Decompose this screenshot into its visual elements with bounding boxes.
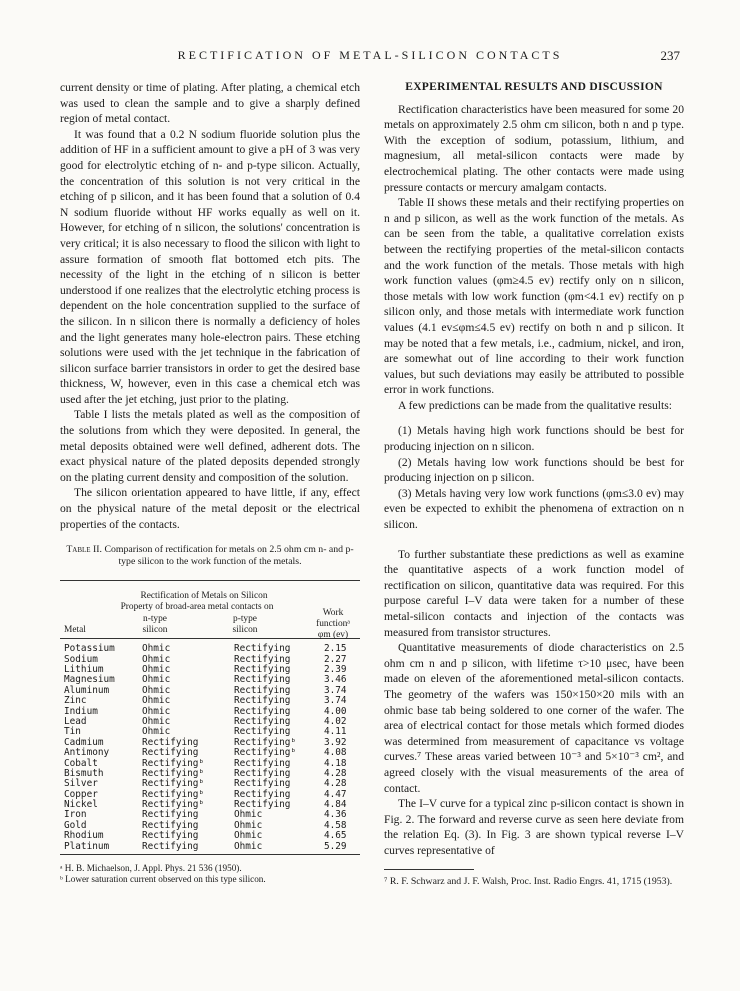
prediction-item: (1) Metals having high work functions should be best for producing injection on n silicon. xyxy=(384,424,684,454)
cell-metal: Iron xyxy=(64,809,87,821)
cell-work-function: 4.58 xyxy=(324,819,347,831)
table-row xyxy=(60,820,360,830)
cell-metal: Tin xyxy=(64,726,81,738)
table-subheader: Property of broad-area metal contacts on xyxy=(120,602,274,613)
cell-p-type: Rectifying xyxy=(234,674,291,686)
rectification-table xyxy=(60,580,360,855)
cell-n-type: Rectifying xyxy=(142,747,199,759)
page-number: 237 xyxy=(660,48,680,63)
table-header xyxy=(60,581,360,639)
cell-p-type: Rectifying xyxy=(234,757,291,769)
paragraph: The silicon orientation appeared to have little, if any, effect on the physical nature of the metal deposit or the electrical properties of the contacts. xyxy=(60,486,360,531)
cell-p-type: Rectifying xyxy=(234,715,291,727)
cell-p-type: Rectifying xyxy=(234,653,291,665)
cell-p-type: Rectifying xyxy=(234,788,291,800)
cell-metal: Lithium xyxy=(64,664,104,675)
table-row xyxy=(60,758,360,768)
cell-n-type: Ohmic xyxy=(142,684,171,696)
cell-p-type: Ohmic xyxy=(234,809,263,821)
cell-p-type: Ohmic xyxy=(234,819,263,831)
footnote-rule xyxy=(384,869,474,870)
table-body xyxy=(60,639,360,854)
prediction-item: (2) Metals having low work functions should be best for producing injection on p silicon. xyxy=(384,455,684,485)
col-header-metal: Metal xyxy=(64,625,86,636)
paragraph: The I–V curve for a typical zinc p-silicon contact is shown in Fig. 2. The forward and reverse curve as seen here deviate from the relation Eq. (3). In Fig. 3 are shown typical reverse I–V curves representative of xyxy=(384,797,684,857)
cell-p-type: Rectifying xyxy=(234,705,291,717)
cell-metal: Bismuth xyxy=(64,767,104,779)
table-caption-text: Comparison of rectification for metals on 2.5 ohm cm n- and p-type silicon to the work function of the metals. xyxy=(104,544,354,568)
cell-metal: Indium xyxy=(64,705,98,717)
cell-work-function: 4.84 xyxy=(324,799,347,811)
cell-n-type: Rectifying xyxy=(142,819,199,831)
paragraph: A few predictions can be made from the qualitative results: xyxy=(398,398,672,412)
cell-work-function: 4.36 xyxy=(324,809,347,821)
cell-p-type: Rectifying xyxy=(234,684,291,696)
cell-n-type: Rectifyingᵇ xyxy=(142,799,205,811)
paragraph: current density or time of plating. After plating, a chemical etch was used to clean the sample and to give a sharply defined region of metal contact. xyxy=(60,81,360,126)
cell-n-type: Ohmic xyxy=(142,643,171,655)
cell-work-function: 2.39 xyxy=(324,664,347,675)
cell-n-type: Ohmic xyxy=(142,653,171,665)
cell-work-function: 4.02 xyxy=(324,715,347,727)
cell-p-type: Rectifying xyxy=(234,726,291,738)
cell-p-type: Rectifying xyxy=(234,778,291,790)
cell-metal: Platinum xyxy=(64,840,110,852)
footnote-a: ᵃ H. B. Michaelson, J. Appl. Phys. 21 536 (1950). xyxy=(60,863,242,874)
cell-work-function: 4.18 xyxy=(324,757,347,769)
cell-n-type: Rectifyingᵇ xyxy=(142,788,205,800)
cell-metal: Rhodium xyxy=(64,830,104,842)
cell-n-type: Rectifyingᵇ xyxy=(142,767,205,779)
table-group-header: Rectification of Metals on Silicon xyxy=(140,591,268,602)
cell-n-type: Rectifying xyxy=(142,830,199,842)
cell-p-type: Rectifying xyxy=(234,664,291,675)
cell-n-type: Rectifying xyxy=(142,809,199,821)
cell-n-type: Rectifying xyxy=(142,736,199,748)
table-caption xyxy=(60,544,360,568)
table-caption-label: Table II. xyxy=(66,544,102,556)
cell-p-type: Ohmic xyxy=(234,830,263,842)
cell-n-type: Ohmic xyxy=(142,705,171,717)
cell-work-function: 4.11 xyxy=(324,726,347,738)
cell-p-type: Rectifying xyxy=(234,799,291,811)
table-footnotes xyxy=(60,863,360,885)
paragraph: Table II shows these metals and their rectifying properties on n and p silicon, as well as the work function of the metals. As can be seen from the table, a qualitative correlation exists between the rectifying properties of the metal-silicon contacts and the work function of the metals. Those metals with high work function values (φm≥4.5 ev) rectify only on n silicon, those metals with low work function (φm<4.1 ev) rectify on p silicon only, and those metals with intermediate work function values (4.1 ev≤φm≤4.5 ev) rectify on both n and p silicon. It may be noted that a few metals, i.e., cadmium, nickel, and iron, are somewhat out of line according to their work function values, but such deviations may easily be attributed to possible error in work functions. xyxy=(384,196,684,397)
cell-work-function: 4.08 xyxy=(324,747,347,759)
prediction-item: (3) Metals having very low work functions (φm≤3.0 ev) may even be expected to exhibit the phenomena of extraction on n silicon. xyxy=(384,486,684,532)
cell-p-type: Ohmic xyxy=(234,840,263,852)
col-header-p-type: p-type silicon xyxy=(232,614,258,636)
cell-n-type: Rectifyingᵇ xyxy=(142,757,205,769)
cell-metal: Cobalt xyxy=(64,757,98,769)
section-heading: EXPERIMENTAL RESULTS AND DISCUSSION xyxy=(405,81,663,93)
cell-metal: Nickel xyxy=(64,799,98,811)
cell-metal: Cadmium xyxy=(64,736,104,748)
cell-metal: Magnesium xyxy=(64,674,115,686)
table-row xyxy=(60,716,360,726)
cell-n-type: Ohmic xyxy=(142,664,171,675)
table-row xyxy=(60,685,360,695)
cell-p-type: Rectifyingᵇ xyxy=(234,747,297,759)
cell-p-type: Rectifying xyxy=(234,643,291,655)
cell-work-function: 4.28 xyxy=(324,778,347,790)
cell-metal: Copper xyxy=(64,788,98,800)
reference-footnote: ⁷ R. F. Schwarz and J. F. Walsh, Proc. Inst. Radio Engrs. 41, 1715 (1953). xyxy=(384,875,673,887)
cell-metal: Zinc xyxy=(64,695,87,707)
cell-work-function: 4.65 xyxy=(324,830,347,842)
table-row xyxy=(60,768,360,778)
table-row xyxy=(60,706,360,716)
table-row xyxy=(60,789,360,799)
table-row xyxy=(60,695,360,705)
cell-work-function: 4.00 xyxy=(324,705,347,717)
running-header xyxy=(60,48,680,66)
paragraph: Rectification characteristics have been measured for some 20 metals on approximately 2.5 ohm cm silicon, both n and p type. With the exception of sodium, potassium, lithium, and magnesium, all metal-silicon contacts were made by electrochemical plating. The other contacts were made using pressure contacts or mercury amalgam contacts. xyxy=(384,102,684,194)
paragraph: Quantitative measurements of diode characteristics on 2.5 ohm cm n and p silicon, with lifetime τ>10 μsec, have been made on eleven of the aforementioned metal-silicon contacts. The geometry of the wafers was 150×150×20 mils with an ohmic base tab being soldered to one corner of the wafer. The area of electrical contact for those metals which formed diodes was determined from measurement of capacitance vs voltage curves.⁷ These areas varied between 10⁻³ and 5×10⁻³ cm², and agreed closely with the visual measurements of the area of contact. xyxy=(384,641,684,795)
cell-p-type: Rectifyingᵇ xyxy=(234,736,297,748)
table-row xyxy=(60,778,360,788)
footnote-b: ᵇ Lower saturation current observed on this type silicon. xyxy=(60,874,266,885)
col-header-work-function: Work functionᵃ φm (ev) xyxy=(316,608,350,641)
cell-metal: Antimony xyxy=(64,747,110,759)
paragraph: It was found that a 0.2 N sodium fluoride solution plus the addition of HF in a sufficient amount to give a pH of 3 was very good for electrolytic etching of n- and p-type silicon. Actually, the concentration of this solution is not very critical in the etching of p silicon, and it has been found that a solution of 0.4 N sodium fluoride without HF works equally as well on it. However, for etching of n silicon, the solutions' concentration is very critical; it is also necessary to flood the silicon with light to assure formation of smooth flat bottomed etch pits. The necessity of the light in the etching of n silicon is better understood if one realizes that the electrolytic etching process is dependent on the hole concentration supplied to the surface of the silicon. In n silicon there is normally a deficiency of holes and the light generates many hole-electron pairs. These etching solutions were used with the jet technique in the fabrication of silicon surface barrier transistors in order to get the desired base thickness, W, however, even in this case a chemical etch was used after the jet etching, just prior to the plating. xyxy=(60,127,360,406)
cell-p-type: Rectifying xyxy=(234,767,291,779)
cell-work-function: 2.15 xyxy=(324,643,347,655)
cell-metal: Aluminum xyxy=(64,684,110,696)
cell-n-type: Rectifyingᵇ xyxy=(142,778,205,790)
cell-metal: Potassium xyxy=(64,643,115,655)
table-row xyxy=(60,674,360,684)
cell-work-function: 2.27 xyxy=(324,653,347,665)
cell-metal: Lead xyxy=(64,715,87,727)
table-row xyxy=(60,654,360,664)
cell-work-function: 3.92 xyxy=(324,736,347,748)
cell-n-type: Ohmic xyxy=(142,715,171,727)
table-row xyxy=(60,830,360,840)
table-row xyxy=(60,841,360,851)
table-row xyxy=(60,726,360,736)
cell-work-function: 3.74 xyxy=(324,684,347,696)
right-column xyxy=(384,80,684,888)
paragraph: Table I lists the metals plated as well as the composition of the solutions from which they were deposited. In general, the metal deposits obtained were well defined, adherent dots. The exact physical nature of the plated deposits depended strongly on the plating current density and composition of the solution. xyxy=(60,408,360,484)
cell-work-function: 5.29 xyxy=(324,840,347,852)
table-row xyxy=(60,799,360,809)
cell-work-function: 4.47 xyxy=(324,788,347,800)
cell-metal: Silver xyxy=(64,778,98,790)
table-row xyxy=(60,737,360,747)
cell-n-type: Ohmic xyxy=(142,726,171,738)
paragraph: To further substantiate these predictions as well as examine the quantitative aspects of a work function model of rectification on silicon, quantitative data was required. For this purpose careful I–V data were taken for a number of these metal-silicon contacts and injection of the contacts was measured from transistor structures. xyxy=(384,547,684,639)
cell-n-type: Ohmic xyxy=(142,674,171,686)
cell-p-type: Rectifying xyxy=(234,695,291,707)
cell-metal: Gold xyxy=(64,819,87,831)
left-column xyxy=(60,80,360,885)
col-header-n-type: n-type silicon xyxy=(142,614,168,636)
table-row xyxy=(60,747,360,757)
cell-work-function: 3.46 xyxy=(324,674,347,686)
table-row xyxy=(60,643,360,653)
cell-work-function: 4.28 xyxy=(324,767,347,779)
cell-n-type: Rectifying xyxy=(142,840,199,852)
cell-n-type: Ohmic xyxy=(142,695,171,707)
running-title: RECTIFICATION OF METAL-SILICON CONTACTS xyxy=(177,48,563,62)
table-row xyxy=(60,664,360,674)
table-row xyxy=(60,809,360,819)
cell-work-function: 3.74 xyxy=(324,695,347,707)
cell-metal: Sodium xyxy=(64,653,98,665)
